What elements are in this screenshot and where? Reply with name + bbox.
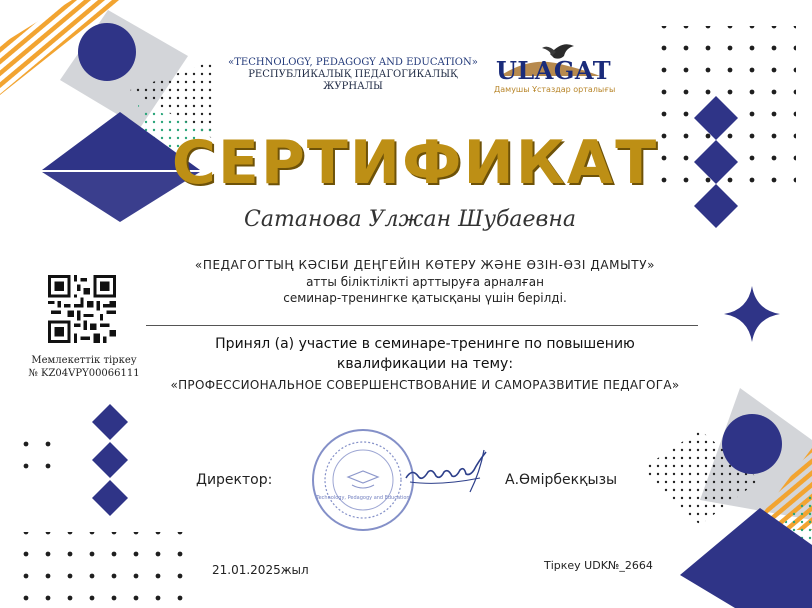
- registration-number: № KZ04VPY00066111: [28, 368, 140, 379]
- navy-circle-bottom-right: [722, 414, 782, 474]
- black-dots-bottom-left: [14, 532, 184, 608]
- ru-line-1: Принял (а) участие в семинаре-тренинге по повышению: [215, 336, 635, 352]
- journal-title-en: «TECHNOLOGY, PEDAGOGY AND EDUCATION»: [228, 57, 478, 68]
- certificate-title: СЕРТИФИКАТ: [171, 128, 659, 198]
- navy-diamonds-right: [694, 96, 738, 228]
- navy-circle-top-left: [78, 23, 136, 81]
- logo-subtitle: Дамушы Ұстаздар орталығы: [494, 85, 616, 94]
- divider-line: [146, 325, 698, 326]
- director-signature: [400, 442, 500, 502]
- issue-date: 21.01.2025жыл: [212, 563, 309, 577]
- director-label: Директор:: [196, 472, 273, 488]
- ulagat-logo: [490, 38, 620, 98]
- director-name: А.Өмірбекқызы: [505, 472, 618, 488]
- black-dots-left-mid: [14, 428, 64, 484]
- kz-line-2: атты біліктілікті арттыруға арналған: [306, 275, 544, 289]
- stamp-text: Technology, Pedagogy and Education: [316, 495, 410, 501]
- logo-name: ULAGAT: [496, 56, 612, 85]
- kz-topic: «ПЕДАГОГТЫҢ КӘСІБИ ДЕҢГЕЙІН КӨТЕРУ ЖӘНЕ ӨЗІН-ӨЗІ ДАМЫТУ»: [194, 258, 656, 272]
- kz-line-3: семинар-тренингке қатысқаны үшін берілді.: [283, 291, 567, 305]
- ru-topic: «ПРОФЕССИОНАЛЬНОЕ СОВЕРШЕНСТВОВАНИЕ И САМОРАЗВИТИЕ ПЕДАГОГА»: [170, 378, 680, 392]
- state-registration: [20, 354, 148, 380]
- journal-header: [222, 57, 484, 93]
- ru-line-2: квалификации на тему:: [336, 356, 514, 372]
- qr-code: [48, 275, 116, 343]
- registry-number: Тіркеу UDK№_2664: [544, 559, 653, 572]
- recipient-name: Сатанова Улжан Шубаевна: [244, 207, 576, 232]
- journal-title-kz: РЕСПУБЛИКАЛЫҚ ПЕДАГОГИКАЛЫҚ ЖУРНАЛЫ: [248, 69, 458, 92]
- star-icon: [724, 286, 780, 342]
- navy-diamonds-bottom-left: [92, 404, 128, 516]
- registration-label: Мемлекеттік тіркеу: [31, 355, 137, 366]
